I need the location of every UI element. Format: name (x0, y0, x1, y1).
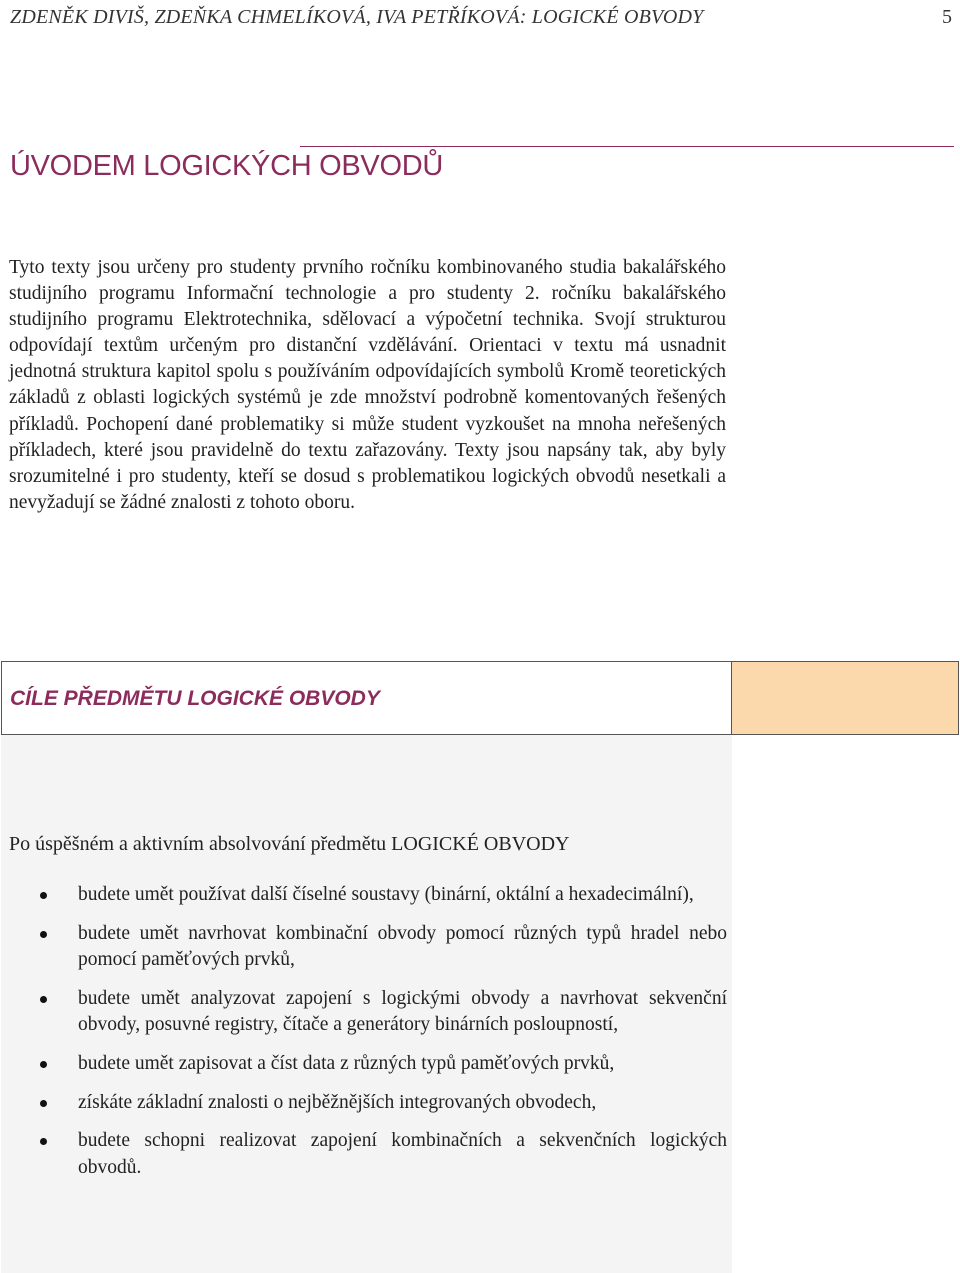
list-item (0, 1128, 727, 1180)
list-item (0, 986, 727, 1038)
list-item-text: získáte základní znalosti o nejběžnějších integrovaných obvodech, (78, 1091, 597, 1113)
list-item (0, 1051, 727, 1077)
list-item (0, 1090, 727, 1116)
goals-title-box (1, 661, 732, 735)
running-header-title: ZDENĚK DIVIŠ, ZDEŇKA CHMELÍKOVÁ, IVA PETŘÍKOVÁ: LOGICKÉ OBVODY (10, 6, 704, 28)
list-item (0, 921, 727, 973)
intro-paragraph: Tyto texty jsou určeny pro studenty prvního ročníku kombinovaného studia bakalářského studijního programu Informační technologie a pro studenty 2. ročníku bakalářského studijního programu Elektrotechnika, sdělovací a výpočetní technika. Svojí strukturou odpovídají textům určeným pro distanční vzdělávání. Orientaci v textu má usnadnit jednotná struktura kapitol spolu s používáním odpovídajících symbolů Kromě teoretických základů z oblasti logických systémů je zde množství podrobně komentovaných řešených příkladů. Pochopení dané problematiky si může student vyzkoušet na mnoha neřešených příkladech, které jsou pravidelně do textu zařazovány. Texty jsou napsány tak, aby byly srozumitelné i pro studenty, kteří se dosud s problematikou logických obvodů nesetkali a nevyžadují se žádné znalosti z tohoto oboru. (9, 257, 726, 513)
chapter-title: ÚVODEM LOGICKÝCH OBVODŮ (10, 150, 443, 182)
goals-intro: Po úspěšném a aktivním absolvování předmětu LOGICKÉ OBVODY (9, 833, 570, 855)
list-item-text: budete umět používat další číselné soustavy (binární, oktální a hexadecimální), (78, 884, 694, 905)
bullet-icon (40, 931, 47, 938)
bullet-icon (40, 1061, 47, 1068)
bullet-icon (40, 996, 47, 1003)
running-header (10, 4, 952, 30)
list-item-text: budete umět navrhovat kombinační obvody pomocí různých typů hradel nebo pomocí paměťových prvků, (78, 922, 727, 970)
list-item-text: budete umět analyzovat zapojení s logickými obvody a navrhovat sekvenční obvody, posuvné registry, čítače a generátory binárních posloupností, (78, 987, 727, 1035)
bullet-icon (40, 1100, 47, 1107)
goals-list (0, 882, 727, 1193)
heading-rule (300, 146, 954, 147)
list-item-text: budete umět zapisovat a číst data z různých typů paměťových prvků, (78, 1052, 615, 1074)
goals-title: CÍLE PŘEDMĚTU LOGICKÉ OBVODY (10, 687, 380, 710)
list-item (0, 882, 727, 908)
page-number: 5 (942, 6, 952, 28)
side-accent-panel (732, 661, 959, 735)
bullet-icon (40, 892, 47, 899)
bullet-icon (40, 1138, 47, 1145)
list-item-text: budete schopni realizovat zapojení kombinačních a sekvenčních logických obvodů. (78, 1130, 727, 1178)
